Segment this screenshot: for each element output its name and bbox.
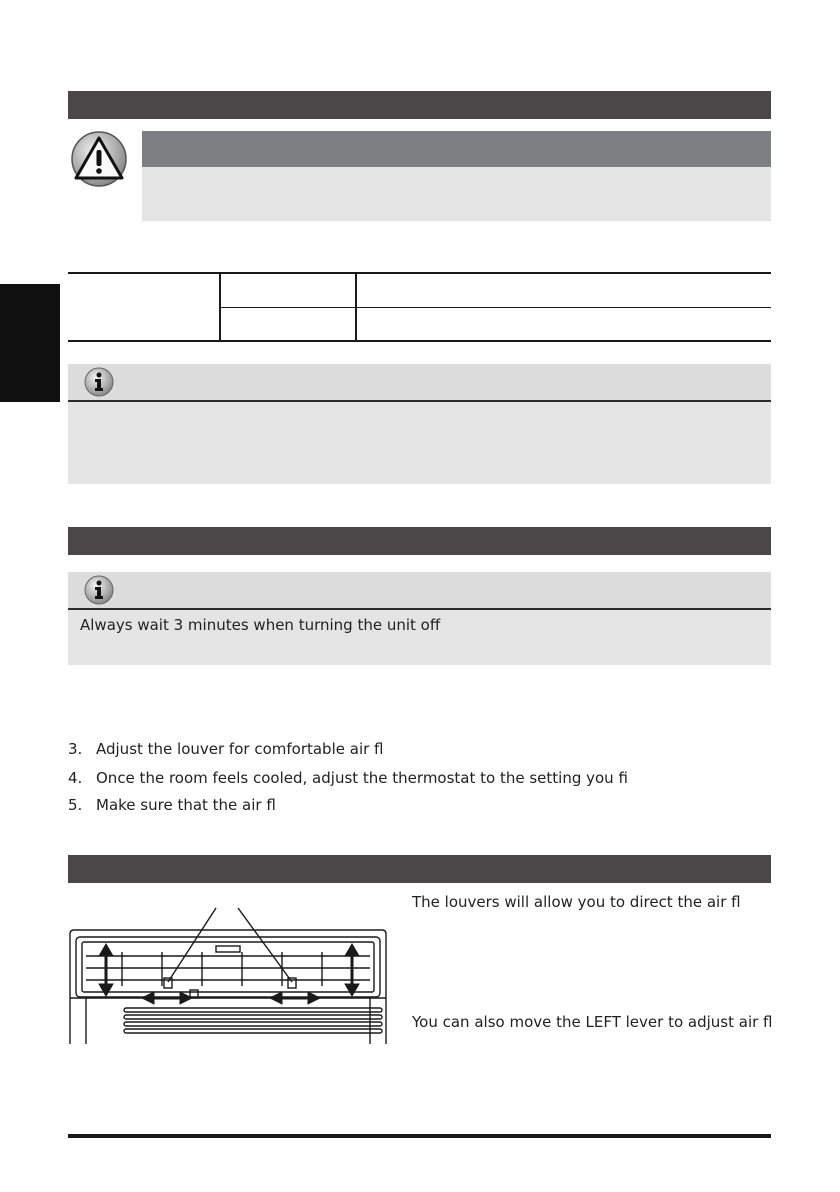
warning-triangle-icon [70,130,128,188]
step-number: 4. [68,769,83,787]
step-number: 3. [68,740,83,758]
louver-text-2: You can also move the LEFT lever to adjust air fl [412,1013,773,1031]
section-header-bar-1 [68,91,771,119]
caution-body [142,167,771,221]
caution-header [142,131,771,167]
louver-text-1: The louvers will allow you to direct the air fl [412,893,741,911]
info-icon [84,575,114,605]
air-conditioner-louver-diagram [66,906,396,1048]
section-header-bar-3 [68,855,771,883]
table-mid-rule [220,307,771,308]
step-number: 5. [68,796,83,814]
step-text: Make sure that the air fl [96,796,276,814]
table-divider-1 [219,272,221,342]
note-header-2 [68,572,771,610]
note-header-1 [68,364,771,402]
footer-rule [68,1134,771,1138]
section-header-bar-2 [68,527,771,555]
note-body-1 [68,402,771,484]
note-body-2 [68,610,771,665]
note-2-text: Always wait 3 minutes when turning the unit off [80,616,441,634]
table-bottom-rule [68,340,771,342]
table-top-rule [68,272,771,274]
side-section-tab [0,284,60,402]
step-text: Adjust the louver for comfortable air fl [96,740,384,758]
info-icon [84,367,114,397]
table-divider-2 [355,272,357,342]
step-text: Once the room feels cooled, adjust the thermostat to the setting you fi [96,769,628,787]
